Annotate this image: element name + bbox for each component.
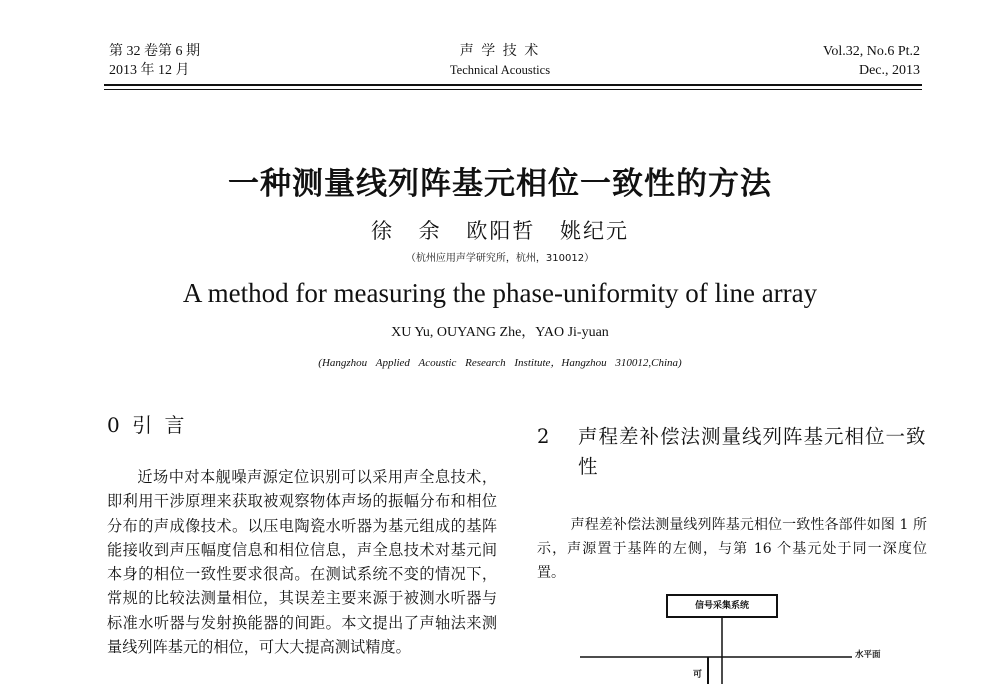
authors-en: XU Yu, OUYANG Zhe，YAO Ji-yuan [391, 325, 609, 340]
section-0-heading: 0 引 言 [107, 413, 188, 437]
vertical-label: 可 [693, 670, 703, 680]
section-2-title: 声程差补偿法测量线列阵基元相位一致性 [578, 425, 927, 478]
header-rule-thick [104, 84, 922, 86]
section-0-paragraph: 近场中对本舰噪声源定位识别可以采用声全息技术，即利用干涉原理来获取被观察物体声场的振幅分布和相位分布的声成像技术。以压电陶瓷水听器为基元组成的基阵能接收到声压幅度信息和相位信息，声全息技术对基元间本身的相位一致性要求很高。在测试系统不变的情况下，常规的比较法测量相位，其误差主要来源于被测水听器与标准水听器与发射换能器的间距。本文提出了声轴法来测量线列阵基元的相位，可大大提高测试精度。 [107, 468, 497, 657]
volume-issue-en: Vol.32, No.6 Pt.2 [823, 44, 920, 59]
water-surface-label: 水平面 [855, 650, 881, 660]
affiliation-en: (Hangzhou Applied Acoustic Research Institute，Hangzhou 310012,China) [318, 357, 682, 369]
affiliation-cn: （杭州应用声学研究所，杭州，310012） [405, 253, 595, 264]
section-2-paragraph: 声程差补偿法测量线列阵基元相位一致性各部件如图 1 所示，声源置于基阵的左侧，与第 16 个基元处于同一深度位置。 [537, 517, 927, 581]
header-rule-thin [104, 89, 922, 90]
journal-name-en: Technical Acoustics [449, 63, 551, 77]
article-title-cn: 一种测量线列阵基元相位一致性的方法 [228, 166, 772, 202]
date-cn: 2013 年 12 月 [109, 63, 190, 78]
date-en: Dec., 2013 [858, 63, 920, 78]
section-2-number: 2 [537, 425, 550, 448]
header-right [823, 42, 920, 80]
section-2-body [537, 513, 927, 585]
section-0-body [107, 465, 497, 659]
journal-name-cn: 声 学 技 术 [459, 44, 541, 59]
signal-acquisition-box: 信号采集系统 [666, 594, 778, 618]
article-title-en: A method for measuring the phase-uniformity of line array [182, 278, 818, 308]
volume-issue-cn: 第 32 卷第 6 期 [109, 44, 200, 59]
authors-cn: 徐 余 欧阳哲 姚纪元 [370, 219, 630, 243]
